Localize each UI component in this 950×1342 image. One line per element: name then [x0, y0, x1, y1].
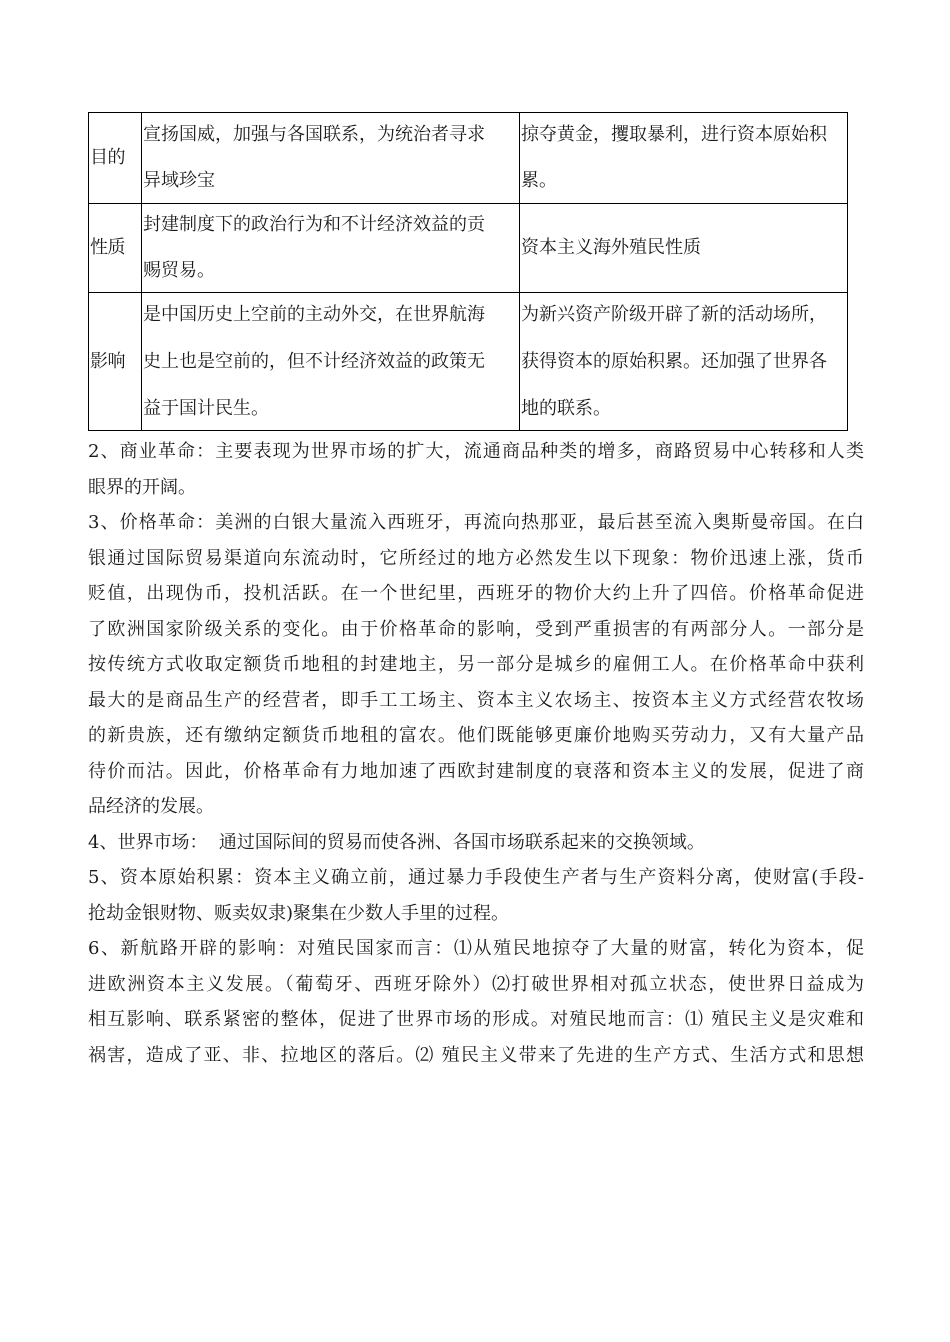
text-line: 2、商业革命：主要表现为世界市场的扩大，流通商品种类的增多，商路贸易中心转移和人类 — [88, 441, 864, 462]
paragraph-commercial-revolution — [88, 434, 864, 505]
table-row-nature — [89, 204, 848, 293]
text-line: 眼界的开阔。 — [88, 476, 196, 498]
zheng-he-cell — [142, 204, 520, 293]
cell-line: 掠夺黄金，攫取暴利，进行资本原始积 — [521, 124, 827, 145]
zheng-he-cell — [142, 113, 520, 204]
cell-line: 赐贸易。 — [143, 260, 215, 281]
table-row-purpose — [89, 113, 848, 204]
paragraph-world-market — [88, 825, 864, 861]
text-line: 品经济的发展。 — [88, 796, 214, 817]
text-line: 3、价格革命：美洲的白银大量流入西班牙，再流向热那亚，最后甚至流入奥斯曼帝国。在白 — [88, 512, 864, 533]
paragraph-route-impact — [88, 931, 864, 1073]
new-route-cell — [520, 293, 848, 431]
zheng-he-cell — [142, 293, 520, 431]
cell-line: 为新兴资产阶级开辟了新的活动场所， — [521, 303, 827, 325]
text-line: 最大的是商品生产的经营者，即手工工场主、资本主义农场主、按资本主义方式经营农牧场 — [88, 689, 864, 711]
text-line: 贬值，出现伪币，投机活跃。在一个世纪里，西班牙的物价大约上升了四倍。价格革命促进 — [88, 583, 864, 604]
text-line: 进欧洲资本主义发展。（葡萄牙、西班牙除外）⑵打破世界相对孤立状态，使世界日益成为 — [88, 973, 864, 995]
row-label: 影响 — [89, 293, 142, 431]
cell-line: 是中国历史上空前的主动外交，在世界航海 — [143, 303, 485, 325]
text-line: 银通过国际贸易渠道向东流动时，它所经过的地方必然发生以下现象：物价迅速上涨，货币 — [88, 547, 864, 569]
row-label: 目的 — [89, 113, 142, 204]
table-row-impact — [89, 293, 848, 431]
cell-line: 异域珍宝 — [143, 170, 215, 191]
text-line: 祸害，造成了亚、非、拉地区的落后。⑵ 殖民主义带来了先进的生产方式、生活方式和思想 — [88, 1044, 864, 1066]
cell-line: 获得资本的原始积累。还加强了世界各 — [521, 350, 827, 372]
text-line: 抢劫金银财物、贩卖奴隶)聚集在少数人手里的过程。 — [88, 902, 510, 924]
cell-line: 资本主义海外殖民性质 — [521, 237, 701, 258]
paragraph-primitive-accumulation — [88, 860, 864, 931]
cell-line: 累。 — [521, 170, 557, 191]
row-label: 性质 — [89, 204, 142, 293]
cell-line: 宣扬国威，加强与各国联系，为统治者寻求 — [143, 124, 485, 145]
text-line: 5、资本原始积累：资本主义确立前，通过暴力手段使生产者与生产资料分离，使财富(手段- — [88, 867, 864, 888]
text-line: 4、世界市场： 通过国际间的贸易而使各洲、各国市场联系起来的交换领域。 — [88, 831, 705, 853]
cell-line: 益于国计民生。 — [143, 397, 269, 419]
text-line: 按传统方式收取定额货币地租的封建地主，另一部分是城乡的雇佣工人。在价格革命中获利 — [88, 654, 864, 675]
comparison-table — [88, 112, 848, 431]
cell-line: 封建制度下的政治行为和不计经济效益的贡 — [143, 214, 485, 235]
text-line: 相互影响、联系紧密的整体，促进了世界市场的形成。对殖民地而言：⑴ 殖民主义是灾难和 — [88, 1009, 864, 1030]
text-line: 的新贵族，还有缴纳定额货币地租的富农。他们既能够更廉价地购买劳动力，又有大量产品 — [88, 725, 864, 746]
paragraph-price-revolution — [88, 505, 864, 825]
new-route-cell — [520, 204, 848, 293]
text-line: 6、新航路开辟的影响：对殖民国家而言：⑴从殖民地掠夺了大量的财富，转化为资本，促 — [88, 938, 864, 959]
cell-line: 地的联系。 — [521, 397, 611, 419]
cell-line: 史上也是空前的，但不计经济效益的政策无 — [143, 350, 485, 372]
text-line: 待价而沽。因此，价格革命有力地加速了西欧封建制度的衰落和资本主义的发展，促进了商 — [88, 760, 864, 782]
new-route-cell — [520, 113, 848, 204]
text-line: 了欧洲国家阶级关系的变化。由于价格革命的影响，受到严重损害的有两部分人。一部分是 — [88, 618, 864, 640]
body-text — [88, 434, 864, 1073]
